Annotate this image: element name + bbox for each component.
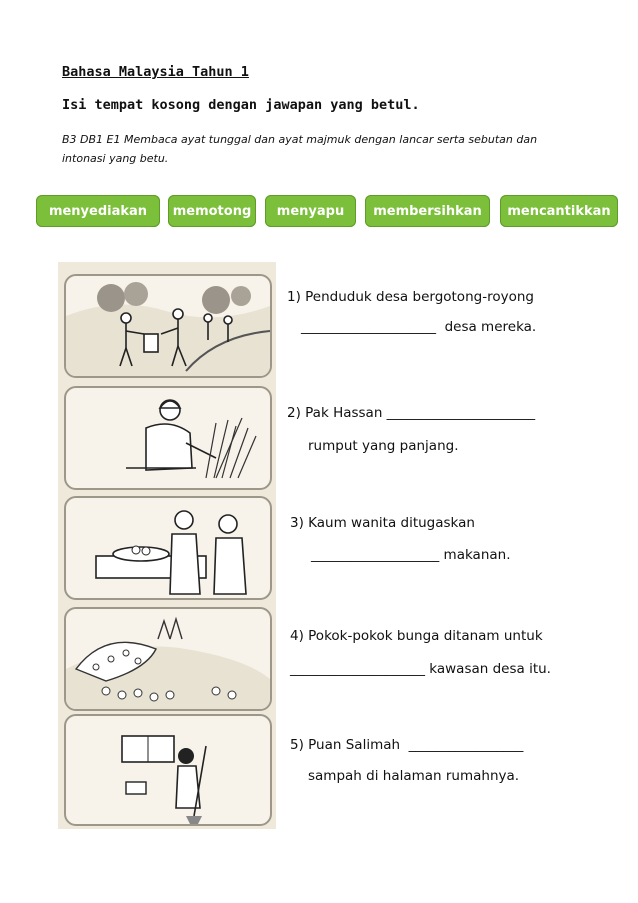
preparing-food-illustration — [64, 496, 272, 600]
instruction-text: Isi tempat kosong dengan jawapan yang betul. — [62, 97, 420, 113]
illustration-column — [58, 262, 276, 829]
flower-garden-illustration — [64, 607, 272, 711]
worksheet-title: Bahasa Malaysia Tahun 1 — [62, 64, 249, 80]
word-bank-item: membersihkan — [365, 195, 490, 227]
sweeping-illustration — [64, 714, 272, 826]
word-bank-item: memotong — [168, 195, 256, 227]
question-2-text: 2) Pak Hassan ______________________ — [287, 405, 536, 421]
question-1-blank-line: ____________________ desa mereka. — [301, 319, 537, 335]
question-2-blank-line: rumput yang panjang. — [308, 438, 459, 454]
question-4-text: 4) Pokok-pokok bunga ditanam untuk — [290, 628, 543, 644]
question-5-blank-line: sampah di halaman rumahnya. — [308, 768, 520, 784]
question-3-blank-line: ___________________ makanan. — [311, 547, 511, 563]
word-bank-item: menyediakan — [36, 195, 160, 227]
question-3-text: 3) Kaum wanita ditugaskan — [290, 515, 475, 531]
gotong-royong-illustration — [64, 274, 272, 378]
question-4-blank-line: ____________________ kawasan desa itu. — [290, 661, 551, 677]
learning-standard-text: B3 DB1 E1 Membaca ayat tunggal dan ayat majmuk dengan lancar serta sebutan dan intonasi yang betu. — [62, 133, 538, 165]
question-5-text: 5) Puan Salimah _________________ — [290, 737, 524, 753]
cutting-grass-illustration — [64, 386, 272, 490]
word-bank-item: menyapu — [265, 195, 356, 227]
word-bank-item: mencantikkan — [500, 195, 618, 227]
question-1-text: 1) Penduduk desa bergotong-royong — [287, 289, 534, 305]
